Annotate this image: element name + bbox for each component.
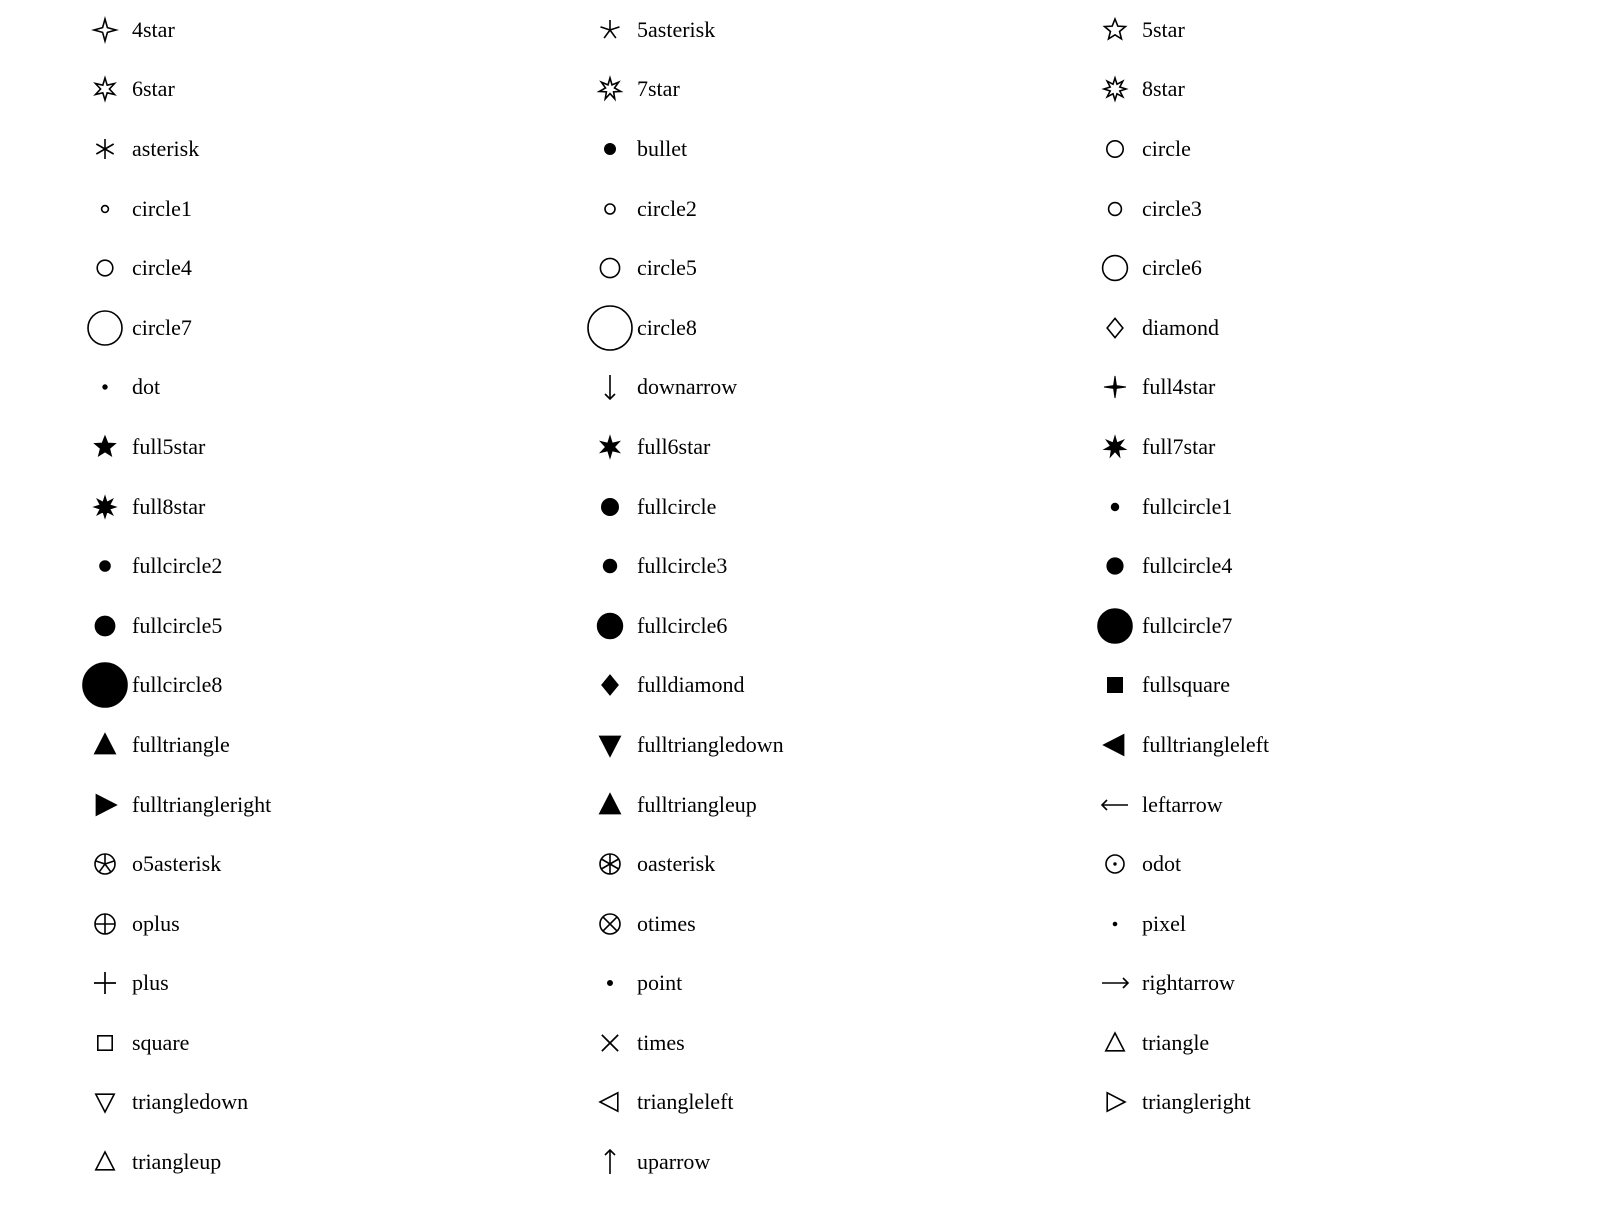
marker-entry — [80, 60, 585, 120]
marker-entry — [80, 298, 585, 358]
marker-entry — [1090, 417, 1595, 477]
marker-label: circle4 — [132, 255, 192, 281]
marker-entry — [585, 119, 1090, 179]
7star-icon — [585, 61, 635, 117]
marker-label: triangleright — [1142, 1089, 1251, 1115]
marker-label: full5star — [132, 433, 206, 459]
circle8-icon — [585, 300, 635, 356]
marker-cell-empty — [1090, 1132, 1595, 1192]
pixel-icon — [1090, 896, 1140, 952]
marker-label: circle — [1142, 135, 1191, 161]
marker-label: fullcircle5 — [132, 612, 223, 638]
marker-entry — [1090, 954, 1595, 1014]
marker-label: fullcircle3 — [637, 553, 728, 579]
marker-entry — [1090, 715, 1595, 775]
full8star-icon — [80, 479, 130, 535]
marker-label: 8star — [1142, 76, 1185, 102]
marker-entry — [80, 775, 585, 835]
marker-entry — [80, 954, 585, 1014]
marker-entry — [585, 179, 1090, 239]
marker-label: fullcircle — [637, 493, 717, 519]
marker-entry — [80, 894, 585, 954]
marker-entry — [585, 656, 1090, 716]
marker-label: full7star — [1142, 433, 1216, 459]
marker-entry — [80, 834, 585, 894]
marker-entry — [585, 298, 1090, 358]
fullcircle2-icon — [80, 538, 130, 594]
marker-label: 4star — [132, 16, 175, 42]
otimes-icon — [585, 896, 635, 952]
full7star-icon — [1090, 419, 1140, 475]
marker-entry — [1090, 596, 1595, 656]
marker-label: triangle — [1142, 1029, 1210, 1055]
circle2-icon — [585, 181, 635, 237]
marker-label: diamond — [1142, 314, 1219, 340]
marker-label: fullcircle4 — [1142, 553, 1233, 579]
diamond-icon — [1090, 300, 1140, 356]
marker-label: circle1 — [132, 195, 192, 221]
marker-entry — [80, 119, 585, 179]
marker-label: downarrow — [637, 374, 738, 400]
bullet-icon — [585, 121, 635, 177]
marker-label: 6star — [132, 76, 175, 102]
asterisk-icon — [80, 121, 130, 177]
odot-icon — [1090, 836, 1140, 892]
marker-label: leftarrow — [1142, 791, 1223, 817]
circle4-icon — [80, 240, 130, 296]
fulltriangle-icon — [80, 717, 130, 773]
marker-entry — [80, 656, 585, 716]
fullcircle1-icon — [1090, 479, 1140, 535]
marker-label: plus — [132, 970, 169, 996]
marker-label: square — [132, 1029, 190, 1055]
marker-entry — [585, 775, 1090, 835]
marker-label: otimes — [637, 910, 696, 936]
marker-label: fullsquare — [1142, 672, 1230, 698]
marker-entry — [1090, 477, 1595, 537]
marker-label: fullcircle8 — [132, 672, 223, 698]
marker-label: oasterisk — [637, 851, 716, 877]
uparrow-icon — [585, 1134, 635, 1190]
fullcircle5-icon — [80, 598, 130, 654]
marker-entry — [585, 954, 1090, 1014]
fulltriangleup-icon — [585, 777, 635, 833]
fulltriangledown-icon — [585, 717, 635, 773]
marker-entry — [80, 477, 585, 537]
oasterisk-icon — [585, 836, 635, 892]
triangle-icon — [1090, 1015, 1140, 1071]
marker-label: full4star — [1142, 374, 1216, 400]
plus-icon — [80, 955, 130, 1011]
marker-entry — [585, 894, 1090, 954]
marker-label: fulltriangle — [132, 731, 230, 757]
marker-label: fulltriangledown — [637, 731, 784, 757]
marker-entry — [1090, 536, 1595, 596]
marker-entry — [585, 715, 1090, 775]
marker-label: circle7 — [132, 314, 192, 340]
oplus-icon — [80, 896, 130, 952]
fullcircle8-icon — [80, 657, 130, 713]
marker-label: point — [637, 970, 683, 996]
circle1-icon — [80, 181, 130, 237]
marker-entry — [585, 60, 1090, 120]
triangleup-icon — [80, 1134, 130, 1190]
marker-entry — [1090, 1013, 1595, 1073]
marker-label: 5asterisk — [637, 16, 716, 42]
marker-label: uparrow — [637, 1149, 711, 1175]
marker-entry — [1090, 894, 1595, 954]
marker-label: times — [637, 1029, 685, 1055]
marker-label: triangledown — [132, 1089, 249, 1115]
rightarrow-icon — [1090, 955, 1140, 1011]
marker-label: circle2 — [637, 195, 697, 221]
marker-entry — [1090, 1073, 1595, 1133]
marker-entry — [585, 536, 1090, 596]
marker-entry — [585, 834, 1090, 894]
marker-entry — [1090, 834, 1595, 894]
marker-label: oplus — [132, 910, 180, 936]
marker-entry — [585, 1132, 1090, 1192]
marker-entry — [80, 417, 585, 477]
marker-entry — [585, 358, 1090, 418]
circle6-icon — [1090, 240, 1140, 296]
circle3-icon — [1090, 181, 1140, 237]
marker-label: fullcircle1 — [1142, 493, 1233, 519]
fulldiamond-icon — [585, 657, 635, 713]
marker-entry — [1090, 60, 1595, 120]
fulltriangleleft-icon — [1090, 717, 1140, 773]
marker-label: circle8 — [637, 314, 697, 340]
full5star-icon — [80, 419, 130, 475]
marker-label: full6star — [637, 433, 711, 459]
fullcircle7-icon — [1090, 598, 1140, 654]
marker-entry — [80, 238, 585, 298]
marker-label: pixel — [1142, 910, 1186, 936]
marker-label: circle6 — [1142, 255, 1202, 281]
marker-label: fulltriangleup — [637, 791, 757, 817]
marker-entry — [585, 238, 1090, 298]
point-icon — [585, 955, 635, 1011]
marker-entry — [585, 1013, 1090, 1073]
5star-icon — [1090, 2, 1140, 58]
marker-entry — [80, 179, 585, 239]
marker-label: 7star — [637, 76, 680, 102]
triangleright-icon — [1090, 1074, 1140, 1130]
fullcircle3-icon — [585, 538, 635, 594]
marker-entry — [80, 1013, 585, 1073]
marker-entry — [585, 417, 1090, 477]
marker-entry — [80, 1073, 585, 1133]
triangledown-icon — [80, 1074, 130, 1130]
marker-entry — [80, 358, 585, 418]
marker-label: fullcircle2 — [132, 553, 223, 579]
fullcircle6-icon — [585, 598, 635, 654]
marker-label: fullcircle6 — [637, 612, 728, 638]
dot-icon — [80, 359, 130, 415]
square-icon — [80, 1015, 130, 1071]
marker-entry — [1090, 119, 1595, 179]
fullcircle-icon — [585, 479, 635, 535]
fulltriangleright-icon — [80, 777, 130, 833]
marker-entry — [585, 1073, 1090, 1133]
marker-entry — [585, 477, 1090, 537]
5asterisk-icon — [585, 2, 635, 58]
times-icon — [585, 1015, 635, 1071]
marker-label: fulltriangleleft — [1142, 731, 1270, 757]
marker-entry — [80, 1132, 585, 1192]
marker-entry — [585, 596, 1090, 656]
marker-label: circle5 — [637, 255, 697, 281]
marker-label: o5asterisk — [132, 851, 222, 877]
marker-label: dot — [132, 374, 161, 400]
marker-label: fulldiamond — [637, 672, 745, 698]
leftarrow-icon — [1090, 777, 1140, 833]
marker-label: full8star — [132, 493, 206, 519]
o5asterisk-icon — [80, 836, 130, 892]
triangleleft-icon — [585, 1074, 635, 1130]
marker-label: fullcircle7 — [1142, 612, 1233, 638]
marker-label: triangleup — [132, 1149, 222, 1175]
marker-label: fulltriangleright — [132, 791, 272, 817]
marker-entry — [1090, 656, 1595, 716]
circle5-icon — [585, 240, 635, 296]
marker-entry — [80, 536, 585, 596]
marker-entry — [1090, 358, 1595, 418]
4star-icon — [80, 2, 130, 58]
marker-entry — [1090, 775, 1595, 835]
downarrow-icon — [585, 359, 635, 415]
fullcircle4-icon — [1090, 538, 1140, 594]
marker-label: odot — [1142, 851, 1182, 877]
marker-entry — [1090, 0, 1595, 60]
circle7-icon — [80, 300, 130, 356]
marker-entry — [1090, 298, 1595, 358]
marker-entry — [585, 0, 1090, 60]
marker-entry — [80, 715, 585, 775]
marker-entry — [80, 596, 585, 656]
fullsquare-icon — [1090, 657, 1140, 713]
circle-icon — [1090, 121, 1140, 177]
marker-entry — [1090, 179, 1595, 239]
8star-icon — [1090, 61, 1140, 117]
marker-label: circle3 — [1142, 195, 1202, 221]
marker-label: asterisk — [132, 135, 200, 161]
marker-label: triangleleft — [637, 1089, 734, 1115]
6star-icon — [80, 61, 130, 117]
marker-entry — [1090, 238, 1595, 298]
full4star-icon — [1090, 359, 1140, 415]
marker-label: rightarrow — [1142, 970, 1235, 996]
marker-label: bullet — [637, 135, 688, 161]
marker-entry — [80, 0, 585, 60]
marker-label: 5star — [1142, 16, 1185, 42]
full6star-icon — [585, 419, 635, 475]
